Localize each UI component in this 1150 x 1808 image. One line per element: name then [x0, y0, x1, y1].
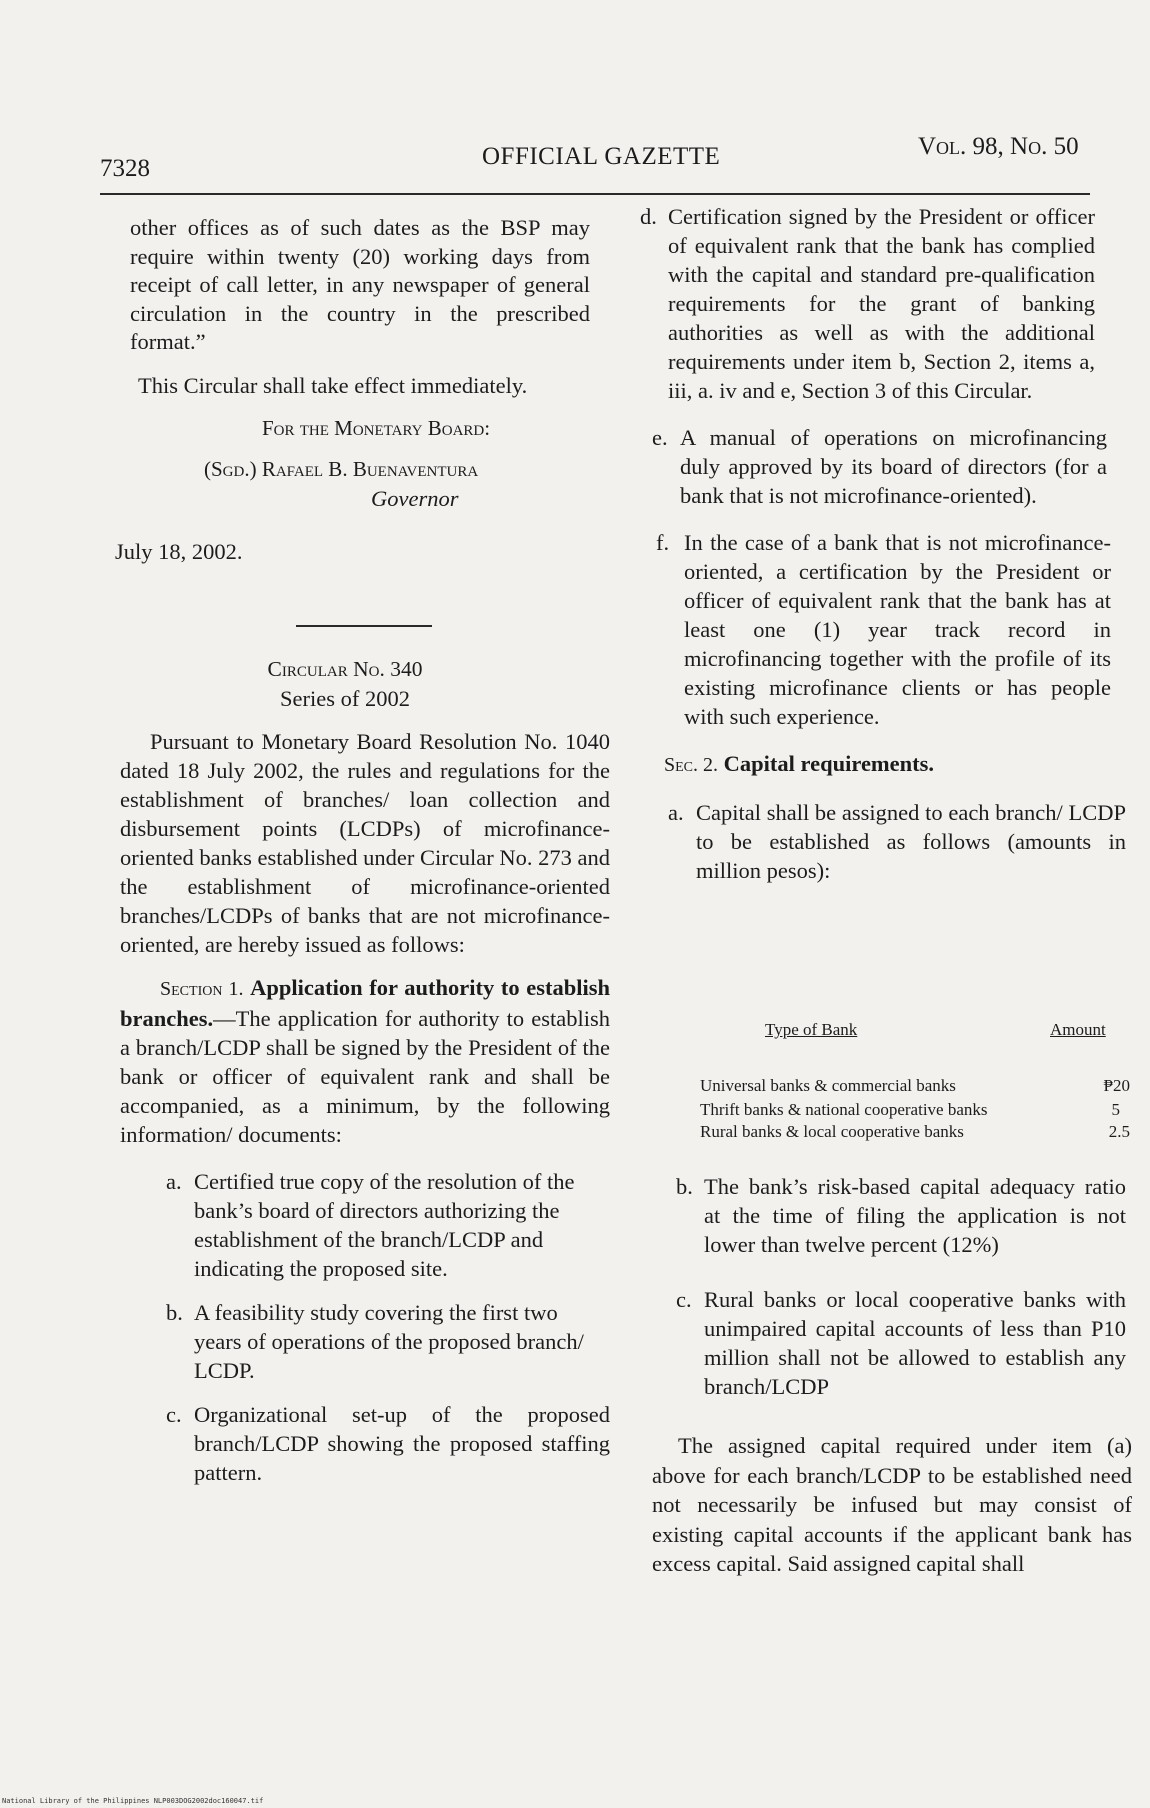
circular-title: Circular No. 340	[267, 657, 423, 681]
volume-number: Vol. 98, No. 50	[918, 133, 1079, 160]
item-label: b.	[166, 1300, 183, 1325]
header-rule	[100, 193, 1090, 195]
governor-title: Governor	[371, 485, 459, 511]
section-2-heading-line	[640, 749, 1095, 780]
closing-paragraph: The assigned capital required under item (a) above for each branch/LCDP to be established need not necessarily be infused but may consist of existing capital accounts if the applicant bank has excess capital. Said assigned capital shall	[652, 1433, 1132, 1576]
bank-amount: 5	[1111, 1100, 1120, 1119]
gazette-title: OFFICIAL GAZETTE	[482, 143, 721, 170]
circular-series: Series of 2002	[280, 686, 410, 711]
table-row	[700, 1122, 1130, 1142]
table-header-type: Type of Bank	[765, 1020, 858, 1039]
item-text: A manual of operations on microfinancing duly approved by its board of directors (for a bank that is not microfinance-oriented).	[680, 425, 1107, 508]
scan-footer: National Library of the Philippines NLP003DOG2002doc160047.tif	[2, 1797, 264, 1805]
for-monetary-board: For the Monetary Board:	[262, 415, 491, 440]
pursuant-paragraph: Pursuant to Monetary Board Resolution No. 1040 dated 18 July 2002, the rules and regulations for the establishment of branches/ loan collection and disbursement points (LCDPs) of microfinance-oriented banks established under Circular No. 273 and the establishment of microfinance-oriented branches/LCDPs of banks that are not microfinance-oriented, are hereby issued as follows:	[120, 729, 610, 957]
item-label: c.	[166, 1402, 182, 1427]
section-2-label: Sec. 2.	[664, 754, 719, 776]
section-1-heading: Application for authority to establish branches.	[120, 975, 611, 1031]
item-label: a.	[668, 800, 684, 825]
signature-line: (Sgd.) Rafael B. Buenaventura	[204, 456, 479, 481]
section-divider	[296, 625, 432, 627]
table-row	[700, 1076, 1130, 1096]
item-text: Capital shall be assigned to each branch/ LCDP to be established as follows (amounts in million pesos):	[696, 800, 1126, 883]
section-1-label: Section 1.	[160, 978, 244, 1000]
section-1-text: —The application for authority to establish a branch/LCDP shall be signed by the President of the bank or officer of equivalent rank and shall be accompanied, as a minimum, by the following information/ documents:	[120, 1006, 610, 1147]
table-header-amount: Amount	[1050, 1020, 1106, 1039]
right-column	[640, 202, 1126, 885]
left-items	[120, 1167, 610, 1487]
item-label: f.	[656, 530, 670, 555]
bank-type: Universal banks & commercial banks	[700, 1076, 956, 1095]
signature-date: July 18, 2002.	[115, 538, 243, 564]
left-column	[115, 214, 590, 566]
list-item-c	[166, 1400, 610, 1487]
list-item-e	[652, 423, 1107, 510]
list-item-a	[166, 1167, 610, 1283]
item-label: d.	[640, 204, 657, 229]
item-text: Certified true copy of the resolution of the bank’s board of directors authorizing the establishment of the branch/LCDP and indicating the proposed site.	[194, 1169, 575, 1281]
effect-sentence: This Circular shall take effect immediately.	[138, 372, 528, 398]
capital-table	[700, 1020, 1130, 1141]
list-item-f	[656, 528, 1111, 731]
item-label: b.	[676, 1174, 693, 1199]
item-label: e.	[652, 425, 668, 450]
section-2-item-a	[668, 798, 1126, 885]
bank-type: Rural banks & local cooperative banks	[700, 1122, 964, 1141]
bank-amount: ₱20	[1103, 1076, 1130, 1095]
intro-paragraph: other offices as of such dates as the BSP may require within twenty (20) working days from receipt of call letter, in any newspaper of general circulation in the country in the prescribed format.”	[130, 215, 590, 354]
section-2-item-c	[676, 1285, 1126, 1401]
item-text: Certification signed by the President or officer of equivalent rank that the bank has complied with the capital and standard pre-qualification requirements for the grant of banking authorities as well as with the additional requirements under item b, Section 2, items a, iii, a. iv and e, Section 3 of this Circular.	[668, 204, 1095, 403]
item-text: Rural banks or local cooperative banks with unimpaired capital accounts of less than P10 million shall not be allowed to establish any branch/LCDP	[704, 1287, 1126, 1399]
item-label: c.	[676, 1287, 692, 1312]
item-text: The bank’s risk-based capital adequacy ratio at the time of filing the application is not lower than twelve percent (12%)	[704, 1174, 1126, 1257]
page-number: 7328	[100, 155, 150, 182]
section-2-item-b	[676, 1172, 1126, 1259]
bank-type: Thrift banks & national cooperative banks	[700, 1100, 988, 1119]
item-text: In the case of a bank that is not microfinance-oriented, a certification by the President or officer of equivalent rank that the bank has at least one (1) year track record in microfinancing together with the profile of its existing microfinance clients or has people with such experience.	[684, 530, 1111, 729]
item-text: A feasibility study covering the first two years of operations of the proposed branch/ LCDP.	[194, 1300, 584, 1383]
section-1-paragraph	[120, 973, 610, 1149]
right-column-lower	[676, 1172, 1126, 1401]
item-label: a.	[166, 1169, 182, 1194]
left-column-lower	[120, 655, 610, 1487]
item-text: Organizational set-up of the proposed branch/LCDP showing the proposed staffing pattern.	[194, 1402, 610, 1485]
section-2-heading: Capital requirements.	[723, 751, 935, 776]
list-item-d	[640, 202, 1095, 405]
table-row	[700, 1100, 1130, 1120]
bank-amount: 2.5	[1108, 1122, 1130, 1141]
list-item-b	[166, 1298, 610, 1385]
